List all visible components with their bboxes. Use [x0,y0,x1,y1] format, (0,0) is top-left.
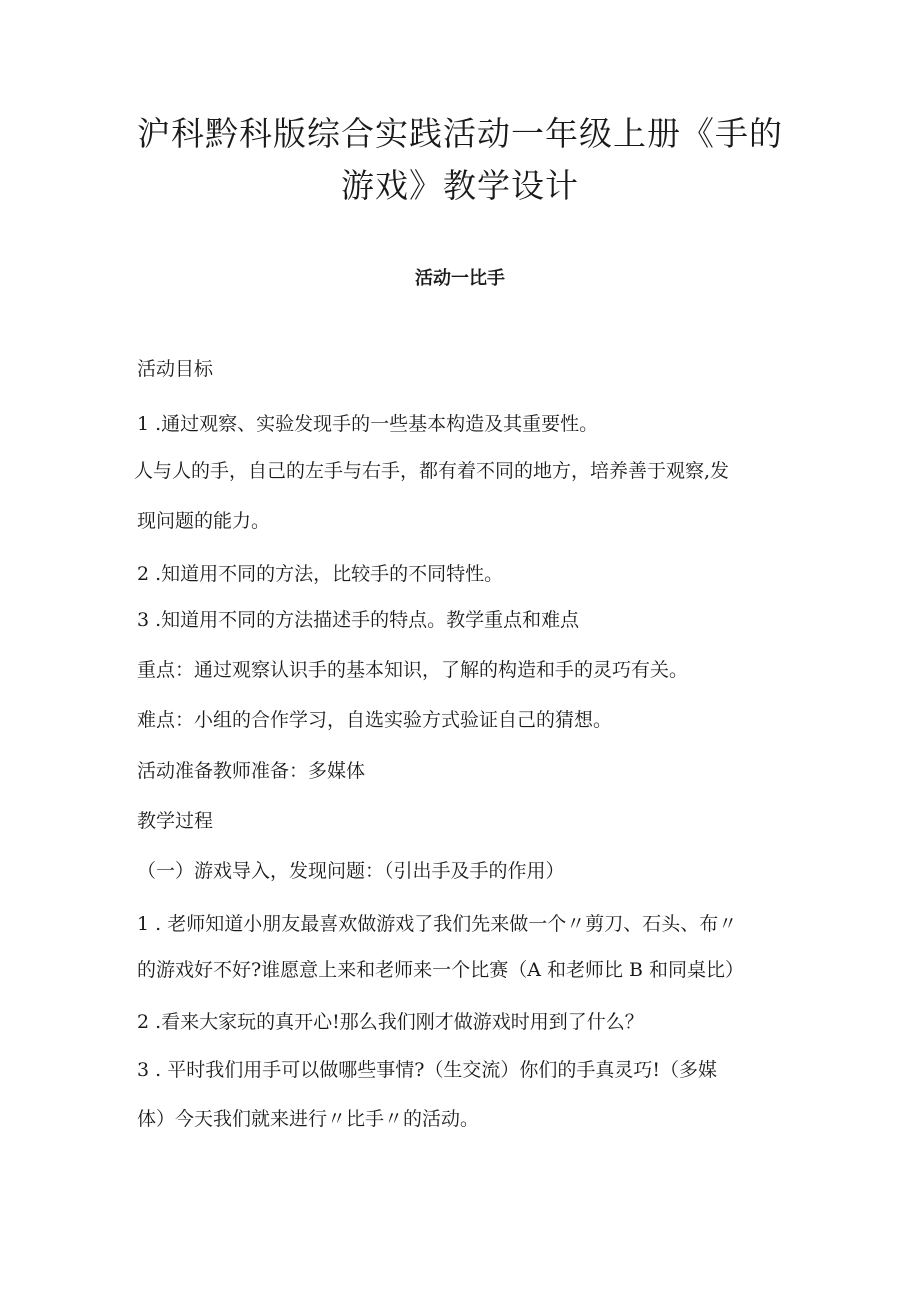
goal-1-detail-line-1: 人与人的手，自己的左手与右手，都有着不同的地方，培养善于观察,发 [134,460,730,482]
section-subtitle: 活动一比手 [415,268,505,289]
goal-1-detail-line-2: 现问题的能力。 [137,510,271,532]
difficulty: 难点：小组的合作学习，自选实验方式验证自己的猜想。 [137,709,613,731]
step-1-line-2: 的游戏好不好?谁愿意上来和老师来一个比赛（A 和老师比 B 和同桌比） [137,959,744,981]
heading-teaching-process: 教学过程 [137,810,214,832]
step-3-line-2: 体）今天我们就来进行〃比手〃的活动。 [137,1108,480,1130]
step-1-line-1: 1 . 老师知道小朋友最喜欢做游戏了我们先来做一个〃剪刀、石头、布〃 [137,913,738,935]
document-title [100,108,820,212]
preparation: 活动准备教师准备：多媒体 [137,760,366,782]
heading-activity-goals: 活动目标 [137,358,214,380]
title-line-1: 沪科黔科版综合实践活动一年级上册《手的 [137,114,783,153]
step-3-line-1: 3 . 平时我们用手可以做哪些事情?（生交流）你们的手真灵巧!（多媒 [137,1059,718,1081]
goal-3: 3 .知道用不同的方法描述手的特点。教学重点和难点 [137,609,580,631]
title-line-2: 游戏》教学设计 [341,166,579,205]
section-1-heading: （一）游戏导入，发现问题：（引出手及手的作用） [137,860,565,882]
goal-2: 2 .知道用不同的方法，比较手的不同特性。 [137,563,504,585]
key-point: 重点：通过观察认识手的基本知识，了解的构造和手的灵巧有关。 [137,659,689,681]
step-2: 2 .看来大家玩的真开心!那么我们刚才做游戏时用到了什么？ [137,1011,644,1033]
goal-1: 1 .通过观察、实验发现手的一些基本构造及其重要性。 [137,413,599,435]
